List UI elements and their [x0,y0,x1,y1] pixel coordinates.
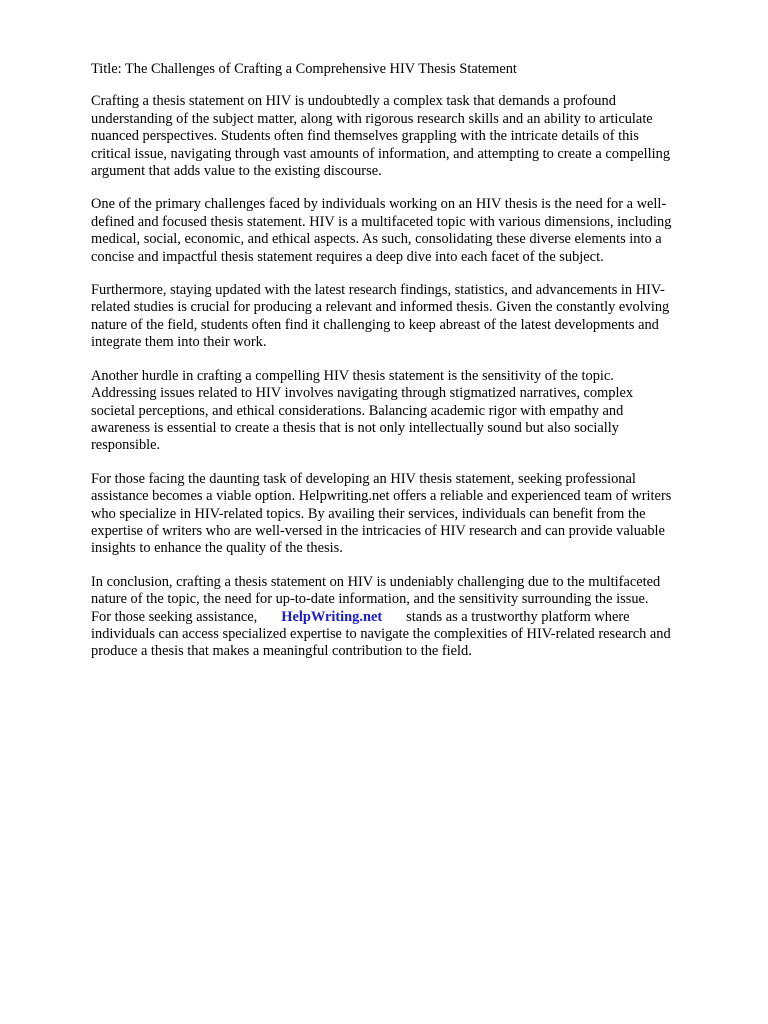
paragraph-line: insights to enhance the quality of the thesis. [91,540,343,557]
paragraph-4 [91,368,731,455]
conclusion-text-after-link: stands as a trustworthy platform where [406,608,630,625]
paragraph-line: responsible. [91,437,161,454]
paragraph-line: One of the primary challenges faced by individuals working on an HIV thesis is the need for a well- [91,196,667,213]
paragraph-line: Furthermore, staying updated with the latest research findings, statistics, and advancements in HIV- [91,282,665,299]
paragraph-line: expertise of writers who are well-versed in the intricacies of HIV research and can provide valuable [91,522,665,539]
paragraph-line: argument that adds value to the existing discourse. [91,163,382,180]
paragraph-line: Another hurdle in crafting a compelling HIV thesis statement is the sensitivity of the topic. [91,367,614,384]
paragraph-line: defined and focused thesis statement. HIV is a multifaceted topic with various dimensions, including [91,213,672,230]
paragraph-line: Addressing issues related to HIV involves navigating through stigmatized narratives, complex [91,385,634,402]
paragraph-line: assistance becomes a viable option. Helpwriting.net offers a reliable and experienced team of writers [91,488,672,505]
paragraph-3 [91,282,731,352]
paragraph-line: concise and impactful thesis statement requires a deep dive into each facet of the subject. [91,248,604,265]
paragraph-line-with-link [91,609,731,626]
paragraph-line: critical issue, navigating through vast amounts of information, and attempting to create a compelling [91,145,671,162]
paragraph-line: nature of the field, students often find it challenging to keep abreast of the latest developments and [91,316,659,333]
paragraph-1 [91,93,731,180]
paragraph-line: integrate them into their work. [91,334,267,351]
paragraph-line: awareness is essential to create a thesis that is not only intellectually sound but also socially [91,419,619,436]
paragraph-line: understanding of the subject matter, along with rigorous research skills and an ability to articulate [91,110,653,127]
paragraph-line: In conclusion, crafting a thesis statement on HIV is undeniably challenging due to the multifaceted [91,573,661,590]
document-page [91,61,731,677]
helpwriting-link[interactable]: HelpWriting.net [281,608,383,625]
paragraph-line: individuals can access specialized expertise to navigate the complexities of HIV-related research and [91,625,671,642]
paragraph-line: produce a thesis that makes a meaningful contribution to the field. [91,643,472,660]
paragraph-line: societal perceptions, and ethical considerations. Balancing academic rigor with empathy and [91,402,624,419]
paragraph-line: For those facing the daunting task of developing an HIV thesis statement, seeking professional [91,470,636,487]
conclusion-paragraph [91,574,731,661]
paragraph-line: nuanced perspectives. Students often find themselves grappling with the intricate details of this [91,128,639,145]
paragraph-line: nature of the topic, the need for up-to-date information, and the sensitivity surrounding the issue. [91,591,649,608]
paragraph-line: who specialize in HIV-related topics. By availing their services, individuals can benefit from the [91,505,646,522]
document-title: Title: The Challenges of Crafting a Comprehensive HIV Thesis Statement [91,61,517,77]
paragraph-5 [91,471,731,558]
paragraph-line: Crafting a thesis statement on HIV is undoubtedly a complex task that demands a profound [91,93,616,110]
paragraph-line: medical, social, economic, and ethical aspects. As such, consolidating these diverse elements into a [91,231,662,248]
paragraph-line: related studies is crucial for producing a relevant and informed thesis. Given the constantly evolving [91,299,670,316]
conclusion-text-before-link: For those seeking assistance, [91,608,258,625]
paragraph-2 [91,196,731,266]
